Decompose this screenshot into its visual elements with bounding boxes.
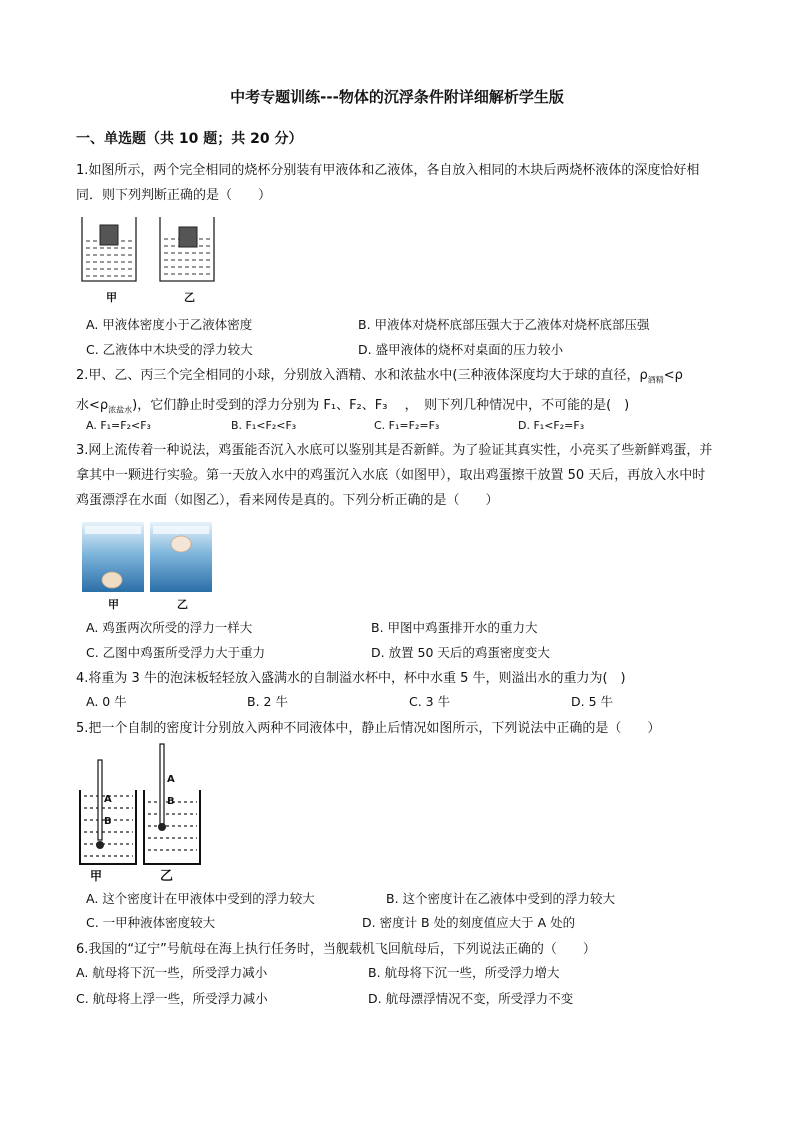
question-5-stem: 5.把一个自制的密度计分别放入两种不同液体中，静止后情况如图所示，下列说法中正确的是（ ） [76, 721, 661, 736]
question-2-stem [76, 363, 718, 422]
question-2-stem-part-a: 2.甲、乙、丙三个完全相同的小球，分别放入酒精、水和浓盐水中(三种液体深度均大于球的直径，ρ [76, 368, 648, 383]
beaker-jia [82, 217, 136, 281]
beaker-yi [160, 217, 214, 281]
mark-a-jia: A [104, 794, 112, 805]
question-2-option-b[interactable]: B. F₁<F₂<F₃ [231, 419, 297, 432]
question-5-option-d[interactable]: D. 密度计 B 处的刻度值应大于 A 处的 [362, 915, 576, 930]
question-1-option-d[interactable]: D. 盛甲液体的烧杯对桌面的压力较小 [358, 342, 564, 357]
subscript-brine: 浓盐水 [108, 405, 133, 415]
mark-a-yi: A [167, 774, 175, 785]
egg-in-water-photos [82, 522, 212, 594]
figure-caption-yi: 乙 [160, 869, 174, 884]
question-3-figure [82, 522, 212, 612]
question-2-stem-part-b: )，它们静止时受到的浮力分别为 F₁、F₂、F₃ ， 则下列几种情况中，不可能的是( ) [132, 397, 630, 413]
question-3-option-b[interactable]: B. 甲图中鸡蛋排开水的重力大 [371, 620, 538, 635]
egg-floating [171, 536, 191, 552]
question-4-option-c[interactable]: C. 3 牛 [409, 694, 451, 709]
question-1-option-b[interactable]: B. 甲液体对烧杯底部压强大于乙液体对烧杯底部压强 [358, 317, 650, 332]
question-2-lt-2: <ρ [89, 397, 109, 413]
question-3-stem: 3.网上流传着一种说法，鸡蛋能否沉入水底可以鉴别其是否新鲜。为了验证其真实性，小亮买了些新鲜鸡蛋，并拿其中一颗进行实验。第一天放入水中的鸡蛋沉入水底（如图甲），取出鸡蛋擦干放置 50 天后，再放入水中时鸡蛋漂浮在水面（如图乙），看来网传是真的。下列分析正确的是（ ） [76, 443, 713, 508]
egg-sunk [102, 572, 122, 588]
question-5-figure [76, 742, 206, 882]
page-title: 中考专题训练---物体的沉浮条件附详细解析学生版 [230, 88, 564, 106]
question-5-option-c[interactable]: C. 一甲种液体密度较大 [86, 915, 216, 930]
figure-caption-jia: 甲 [90, 869, 103, 883]
beakers-wood-block-diagram [78, 213, 218, 308]
question-2-option-c[interactable]: C. F₁=F₂=F₃ [374, 419, 440, 432]
question-4-option-b[interactable]: B. 2 牛 [247, 694, 288, 709]
question-6-option-b[interactable]: B. 航母将下沉一些，所受浮力增大 [368, 965, 560, 980]
figure-caption-yi: 乙 [177, 598, 188, 611]
question-1-option-c[interactable]: C. 乙液体中木块受的浮力较大 [86, 342, 253, 357]
question-6-stem: 6.我国的“辽宁”号航母在海上执行任务时，当舰载机飞回航母后，下列说法正确的（ ） [76, 942, 596, 957]
question-4-option-d[interactable]: D. 5 牛 [571, 694, 613, 709]
question-3-option-a[interactable]: A. 鸡蛋两次所受的浮力一样大 [86, 620, 253, 635]
question-1-stem: 1.如图所示，两个完全相同的烧杯分别装有甲液体和乙液体，各自放入相同的木块后两烧杯液体的深度恰好相同．则下列判断正确的是（ ） [76, 163, 700, 203]
question-6-option-a[interactable]: A. 航母将下沉一些，所受浮力减小 [76, 965, 268, 980]
mark-b-yi: B [167, 796, 175, 807]
question-6-option-c[interactable]: C. 航母将上浮一些，所受浮力减小 [76, 991, 268, 1006]
question-2-lt-1: <ρ [663, 368, 683, 383]
figure-caption-jia: 甲 [108, 598, 119, 611]
mark-b-jia: B [104, 816, 112, 827]
question-2-option-a[interactable]: A. F₁=F₂<F₃ [86, 419, 151, 432]
question-2-water: 水 [76, 397, 90, 413]
question-3-option-d[interactable]: D. 放置 50 天后的鸡蛋密度变大 [371, 645, 550, 660]
question-4-option-a[interactable]: A. 0 牛 [86, 694, 127, 709]
figure-caption-yi: 乙 [184, 291, 195, 304]
subscript-alcohol: 酒精 [647, 375, 664, 385]
question-1-figure [78, 213, 218, 308]
question-4-stem: 4.将重为 3 牛的泡沫板轻轻放入盛满水的自制溢水杯中，杯中水重 5 牛，则溢出水的重力为( ) [76, 671, 626, 686]
question-6-option-d[interactable]: D. 航母漂浮情况不变，所受浮力不变 [368, 991, 574, 1006]
section-heading: 一、单选题（共 10 题；共 20 分） [76, 131, 303, 147]
question-5-option-b[interactable]: B. 这个密度计在乙液体中受到的浮力较大 [386, 891, 616, 906]
question-5-option-a[interactable]: A. 这个密度计在甲液体中受到的浮力较大 [86, 891, 315, 906]
question-2-option-d[interactable]: D. F₁<F₂=F₃ [518, 419, 585, 432]
hydrometer-diagram [76, 742, 206, 882]
figure-caption-jia: 甲 [106, 291, 117, 304]
question-3-option-c[interactable]: C. 乙图中鸡蛋所受浮力大于重力 [86, 645, 266, 660]
question-1-option-a[interactable]: A. 甲液体密度小于乙液体密度 [86, 317, 253, 332]
